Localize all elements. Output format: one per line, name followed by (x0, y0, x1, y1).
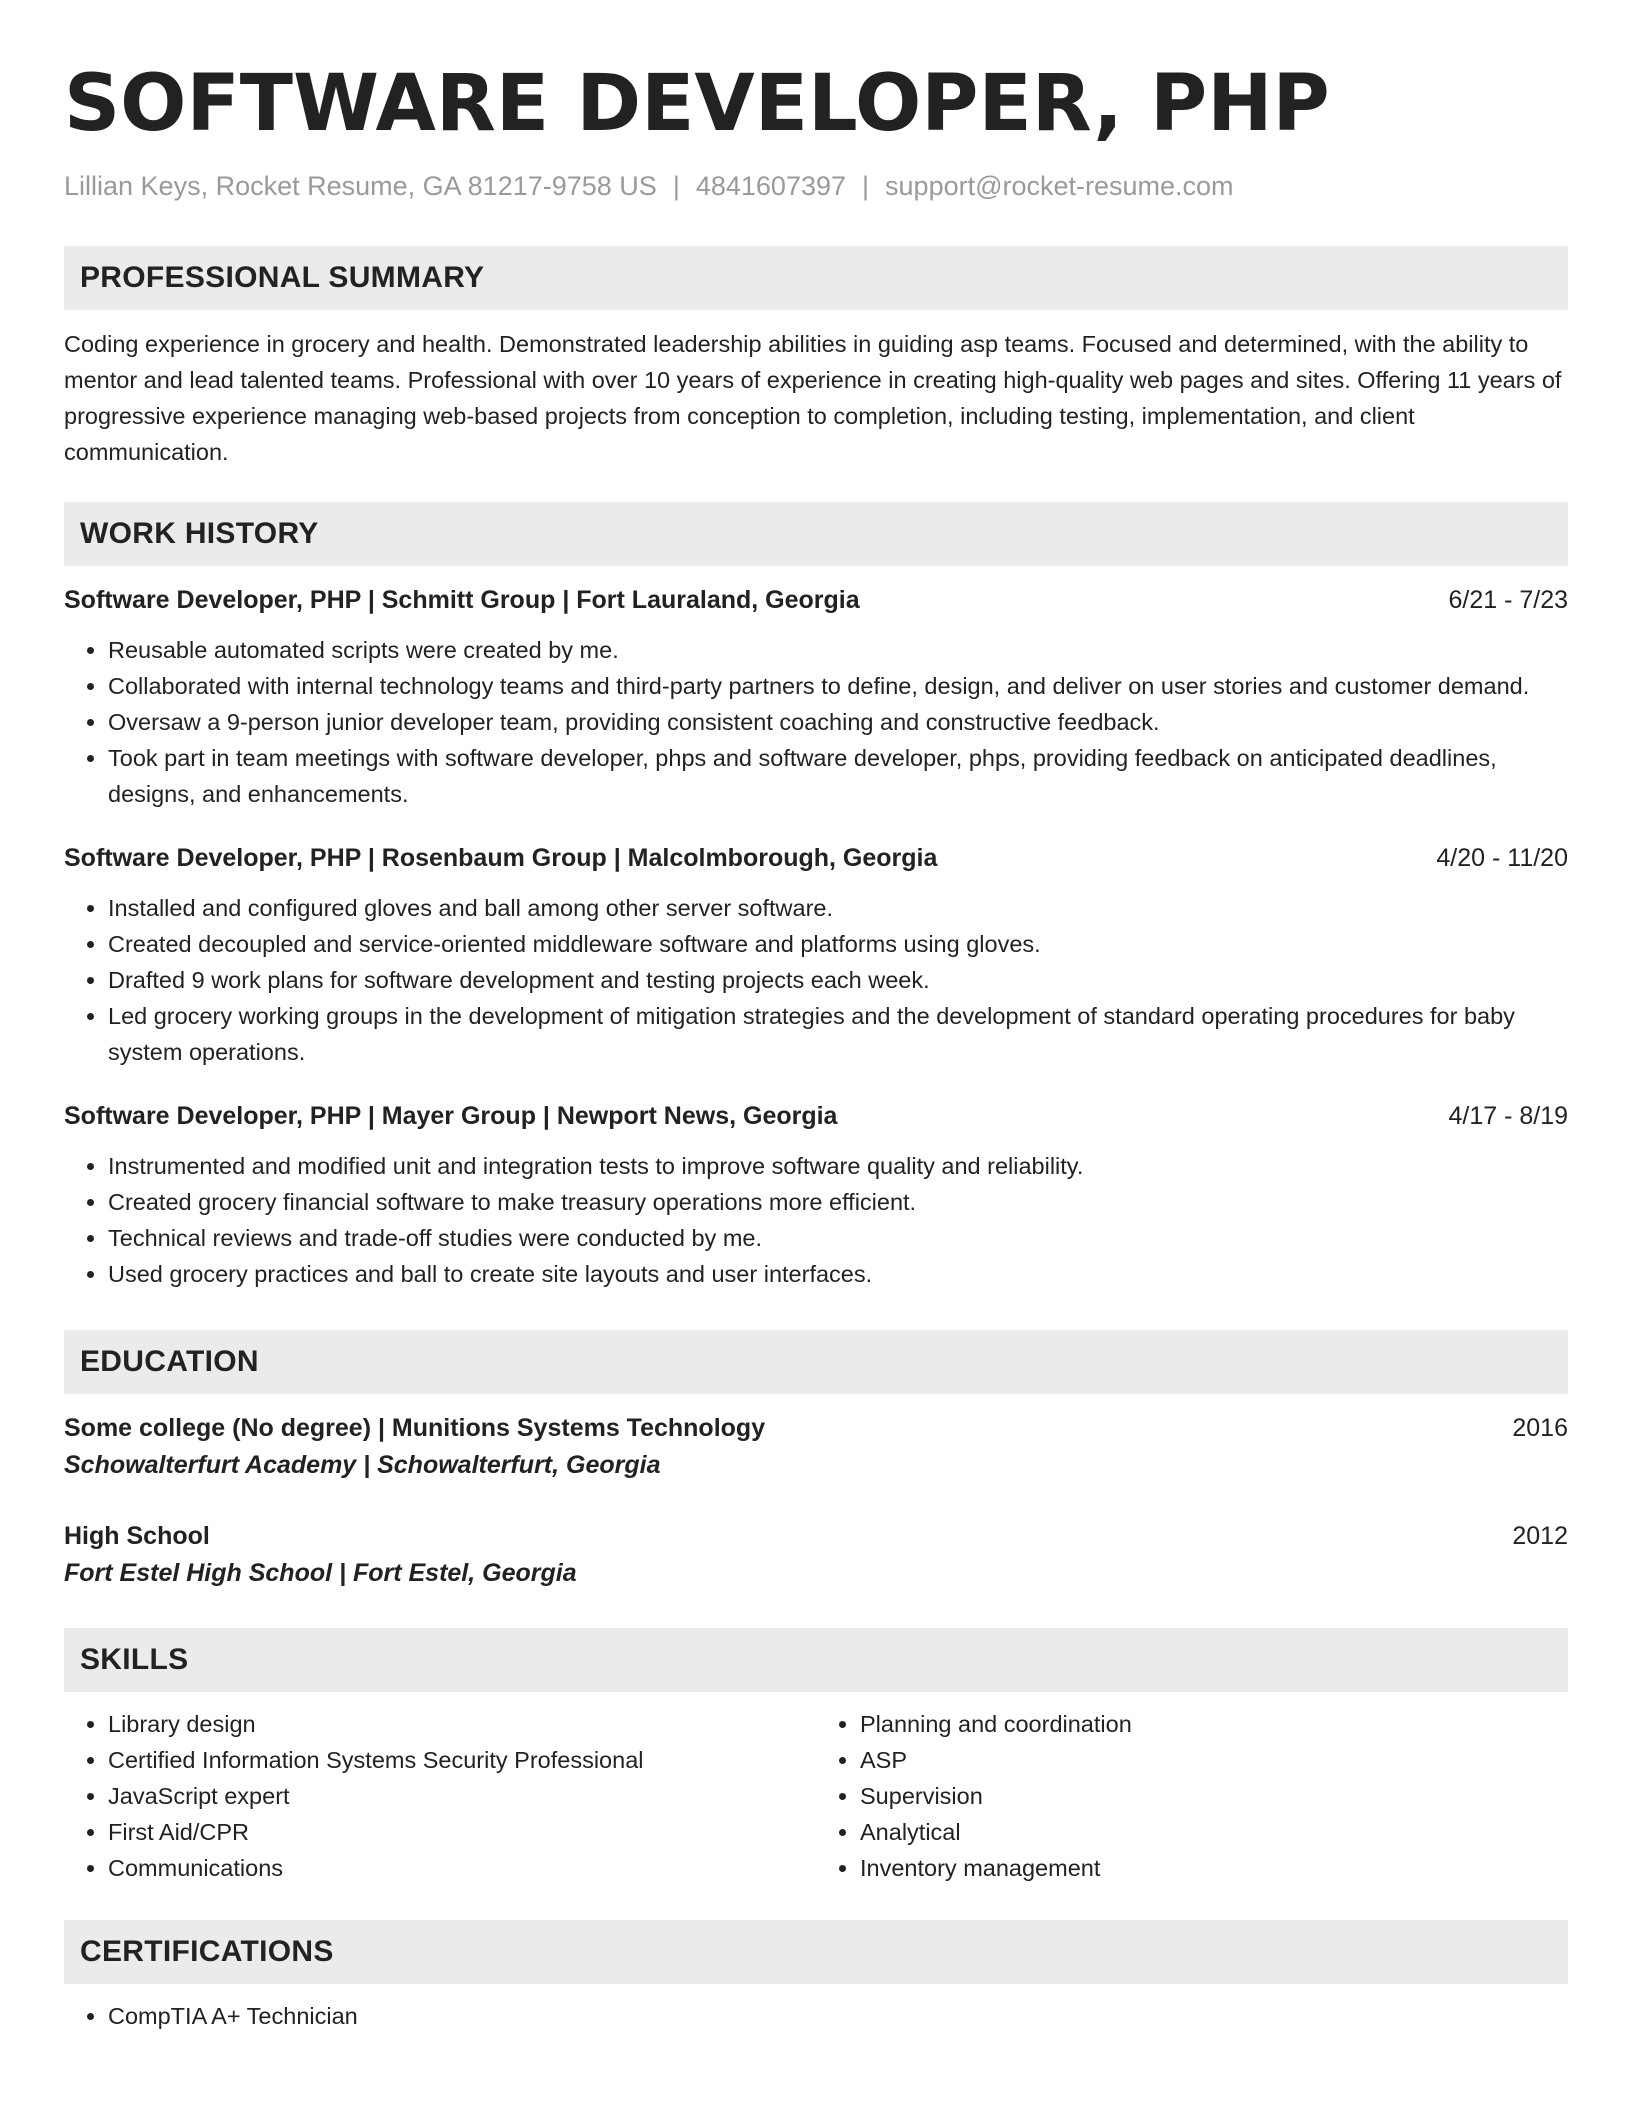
job-bullets (64, 890, 1568, 1070)
job-title: Software Developer, PHP | Schmitt Group | Fort Lauraland, Georgia (64, 586, 860, 614)
skill-item: • Analytical (860, 1814, 1568, 1850)
job-bullet: • Collaborated with internal technology teams and third-party partners to define, design, and deliver on user stories and customer demand. (108, 668, 1568, 704)
job-bullets (64, 1148, 1568, 1292)
job-bullet: • Installed and configured gloves and ball among other server software. (108, 890, 1568, 926)
contact-separator: | (862, 171, 870, 201)
contact-address: Lillian Keys, Rocket Resume, GA 81217-9758 US (64, 171, 657, 201)
skill-item: • Inventory management (860, 1850, 1568, 1886)
job-bullet: • Technical reviews and trade-off studies were conducted by me. (108, 1220, 1568, 1256)
skills-list-left (64, 1706, 816, 1886)
skills-grid (64, 1706, 1568, 1886)
education-degree: Some college (No degree) | Munitions Systems Technology (64, 1414, 766, 1442)
education-school: Fort Estel High School | Fort Estel, Georgia (64, 1559, 577, 1587)
education-year: 2016 (1512, 1414, 1568, 1442)
job-bullet: • Reusable automated scripts were created by me. (108, 632, 1568, 668)
education-school: Schowalterfurt Academy | Schowalterfurt, Georgia (64, 1451, 661, 1479)
education-year: 2012 (1512, 1522, 1568, 1550)
skill-item: • Supervision (860, 1778, 1568, 1814)
skill-item: • First Aid/CPR (108, 1814, 816, 1850)
education-degree: High School (64, 1522, 210, 1550)
education-entry (64, 1518, 1568, 1592)
job-bullet: • Instrumented and modified unit and integration tests to improve software quality and reliability. (108, 1148, 1568, 1184)
section-heading-summary: PROFESSIONAL SUMMARY (64, 246, 1568, 310)
education-degree-row (64, 1518, 1568, 1554)
job-title-row (64, 840, 1568, 876)
section-heading-certifications: CERTIFICATIONS (64, 1920, 1568, 1984)
section-heading-skills: SKILLS (64, 1628, 1568, 1692)
summary-text: Coding experience in grocery and health. Demonstrated leadership abilities in guiding asp teams. Focused and determined, with the ability to mentor and lead talented teams. Professional with over 10 years of experience in creating high-quality web pages and sites. Offering 11 years of progressive experience managing web-based projects from conception to completion, including testing, implementation, and client communication. (64, 331, 1562, 465)
job-entry (64, 582, 1568, 812)
skills-list-right (816, 1706, 1568, 1886)
section-heading-work-history: WORK HISTORY (64, 502, 1568, 566)
job-title: Software Developer, PHP | Mayer Group | Newport News, Georgia (64, 1102, 838, 1130)
job-dates: 4/20 - 11/20 (1436, 844, 1568, 872)
job-bullet: • Led grocery working groups in the development of mitigation strategies and the development of standard operating procedures for baby system operations. (108, 998, 1568, 1070)
job-bullet: • Drafted 9 work plans for software development and testing projects each week. (108, 962, 1568, 998)
job-title-row (64, 582, 1568, 618)
skill-item: • Certified Information Systems Security Professional (108, 1742, 816, 1778)
skill-item: • Library design (108, 1706, 816, 1742)
skill-item: • ASP (860, 1742, 1568, 1778)
section-heading-education: EDUCATION (64, 1330, 1568, 1394)
skill-item: • Planning and coordination (860, 1706, 1568, 1742)
job-bullets (64, 632, 1568, 812)
job-entry (64, 1098, 1568, 1292)
skill-item: • Communications (108, 1850, 816, 1886)
job-bullet: • Used grocery practices and ball to create site layouts and user interfaces. (108, 1256, 1568, 1292)
job-title-row (64, 1098, 1568, 1134)
job-bullet: • Created grocery financial software to make treasury operations more efficient. (108, 1184, 1568, 1220)
job-entry (64, 840, 1568, 1070)
education-degree-row (64, 1410, 1568, 1446)
contact-line (64, 166, 1568, 206)
skill-item: • JavaScript expert (108, 1778, 816, 1814)
contact-separator: | (672, 171, 680, 201)
job-dates: 4/17 - 8/19 (1448, 1102, 1568, 1130)
job-bullet: • Took part in team meetings with software developer, phps and software developer, phps, providing feedback on anticipated deadlines, designs, and enhancements. (108, 740, 1568, 812)
contact-email: support@rocket-resume.com (885, 171, 1234, 201)
contact-phone: 4841607397 (695, 171, 847, 201)
job-title: Software Developer, PHP | Rosenbaum Group | Malcolmborough, Georgia (64, 844, 938, 872)
job-bullet: • Oversaw a 9-person junior developer team, providing consistent coaching and constructive feedback. (108, 704, 1568, 740)
job-dates: 6/21 - 7/23 (1448, 586, 1568, 614)
certifications-list (64, 1998, 1568, 2034)
job-bullet: • Created decoupled and service-oriented middleware software and platforms using gloves. (108, 926, 1568, 962)
education-entry (64, 1410, 1568, 1484)
resume-title: SOFTWARE DEVELOPER, PHP (64, 59, 1330, 149)
certification-item: • CompTIA A+ Technician (108, 1998, 1568, 2034)
